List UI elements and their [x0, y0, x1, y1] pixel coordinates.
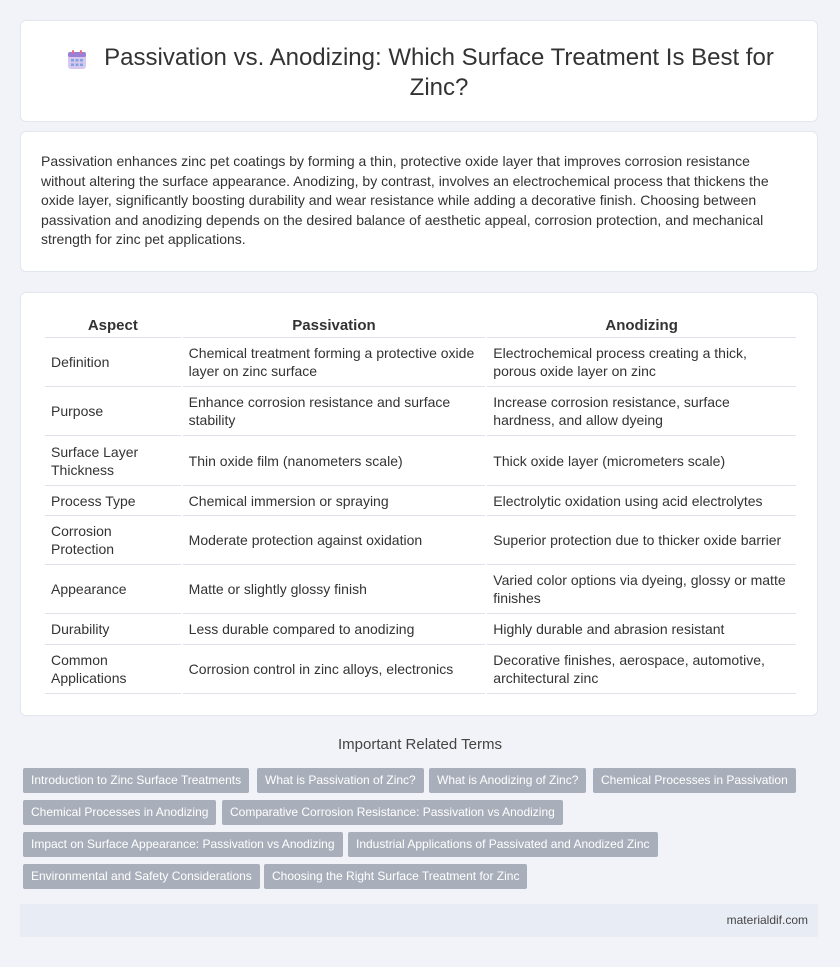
table-row: [45, 338, 796, 387]
related-term-tag[interactable]: Industrial Applications of Passivated and Anodized Zinc: [348, 832, 658, 857]
related-term-tag[interactable]: Chemical Processes in Passivation: [593, 768, 796, 793]
header-passivation: Passivation: [183, 315, 486, 338]
table-row: [45, 387, 796, 436]
anodizing-cell: Electrochemical process creating a thick, porous oxide layer on zinc: [487, 338, 796, 387]
aspect-cell: Definition: [45, 338, 181, 387]
passivation-cell: Matte or slightly glossy finish: [183, 565, 486, 614]
table-row: [45, 645, 796, 694]
aspect-cell: Process Type: [45, 486, 181, 516]
intro-paragraph: Passivation enhances zinc pet coatings by forming a thin, protective oxide layer that improves corrosion resistance without altering the surface appearance. Anodizing, by contrast, involves an electrochemical process that thickens the oxide layer, significantly boosting durability and wear resistance while adding a decorative finish. Choosing between passivation and anodizing depends on the desired balance of aesthetic appeal, corrosion protection, and mechanical strength for zinc pet applications.: [41, 153, 769, 247]
intro-card: [20, 131, 818, 272]
related-term-tag[interactable]: What is Anodizing of Zinc?: [429, 768, 586, 793]
header-card: [20, 20, 818, 122]
passivation-cell: Corrosion control in zinc alloys, electronics: [183, 645, 486, 694]
related-terms-title: Important Related Terms: [338, 736, 502, 753]
passivation-cell: Enhance corrosion resistance and surface stability: [183, 387, 486, 436]
comparison-table: [43, 315, 798, 694]
footer: [20, 904, 818, 937]
aspect-cell: Appearance: [45, 565, 181, 614]
passivation-cell: Chemical treatment forming a protective oxide layer on zinc surface: [183, 338, 486, 387]
related-term-tag[interactable]: Choosing the Right Surface Treatment for Zinc: [264, 864, 527, 889]
anodizing-cell: Varied color options via dyeing, glossy or matte finishes: [487, 565, 796, 614]
aspect-cell: Common Applications: [45, 645, 181, 694]
table-row: [45, 565, 796, 614]
anodizing-cell: Increase corrosion resistance, surface hardness, and allow dyeing: [487, 387, 796, 436]
related-term-tag[interactable]: What is Passivation of Zinc?: [257, 768, 424, 793]
anodizing-cell: Thick oxide layer (micrometers scale): [487, 436, 796, 486]
table-header-row: [45, 315, 796, 338]
table-row: [45, 516, 796, 565]
anodizing-cell: Superior protection due to thicker oxide barrier: [487, 516, 796, 565]
header-anodizing: Anodizing: [487, 315, 796, 338]
passivation-cell: Chemical immersion or spraying: [183, 486, 486, 516]
related-term-tag[interactable]: Environmental and Safety Considerations: [23, 864, 260, 889]
passivation-cell: Thin oxide film (nanometers scale): [183, 436, 486, 486]
aspect-cell: Surface Layer Thickness: [45, 436, 181, 486]
header-aspect: Aspect: [45, 315, 181, 338]
table-row: [45, 614, 796, 645]
aspect-cell: Purpose: [45, 387, 181, 436]
table-row: [45, 486, 796, 516]
anodizing-cell: Electrolytic oxidation using acid electrolytes: [487, 486, 796, 516]
related-term-tag[interactable]: Comparative Corrosion Resistance: Passivation vs Anodizing: [222, 800, 563, 825]
related-term-tag[interactable]: Introduction to Zinc Surface Treatments: [23, 768, 249, 793]
comparison-table-card: [20, 292, 818, 716]
passivation-cell: Moderate protection against oxidation: [183, 516, 486, 565]
passivation-cell: Less durable compared to anodizing: [183, 614, 486, 645]
page-title: Passivation vs. Anodizing: Which Surface Treatment Is Best for Zinc?: [104, 44, 774, 101]
aspect-cell: Durability: [45, 614, 181, 645]
related-term-tag[interactable]: Impact on Surface Appearance: Passivation vs Anodizing: [23, 832, 343, 857]
aspect-cell: Corrosion Protection: [45, 516, 181, 565]
related-term-tag[interactable]: Chemical Processes in Anodizing: [23, 800, 216, 825]
anodizing-cell: Decorative finishes, aerospace, automotive, architectural zinc: [487, 645, 796, 694]
anodizing-cell: Highly durable and abrasion resistant: [487, 614, 796, 645]
footer-site[interactable]: materialdif.com: [726, 913, 808, 927]
table-row: [45, 436, 796, 486]
